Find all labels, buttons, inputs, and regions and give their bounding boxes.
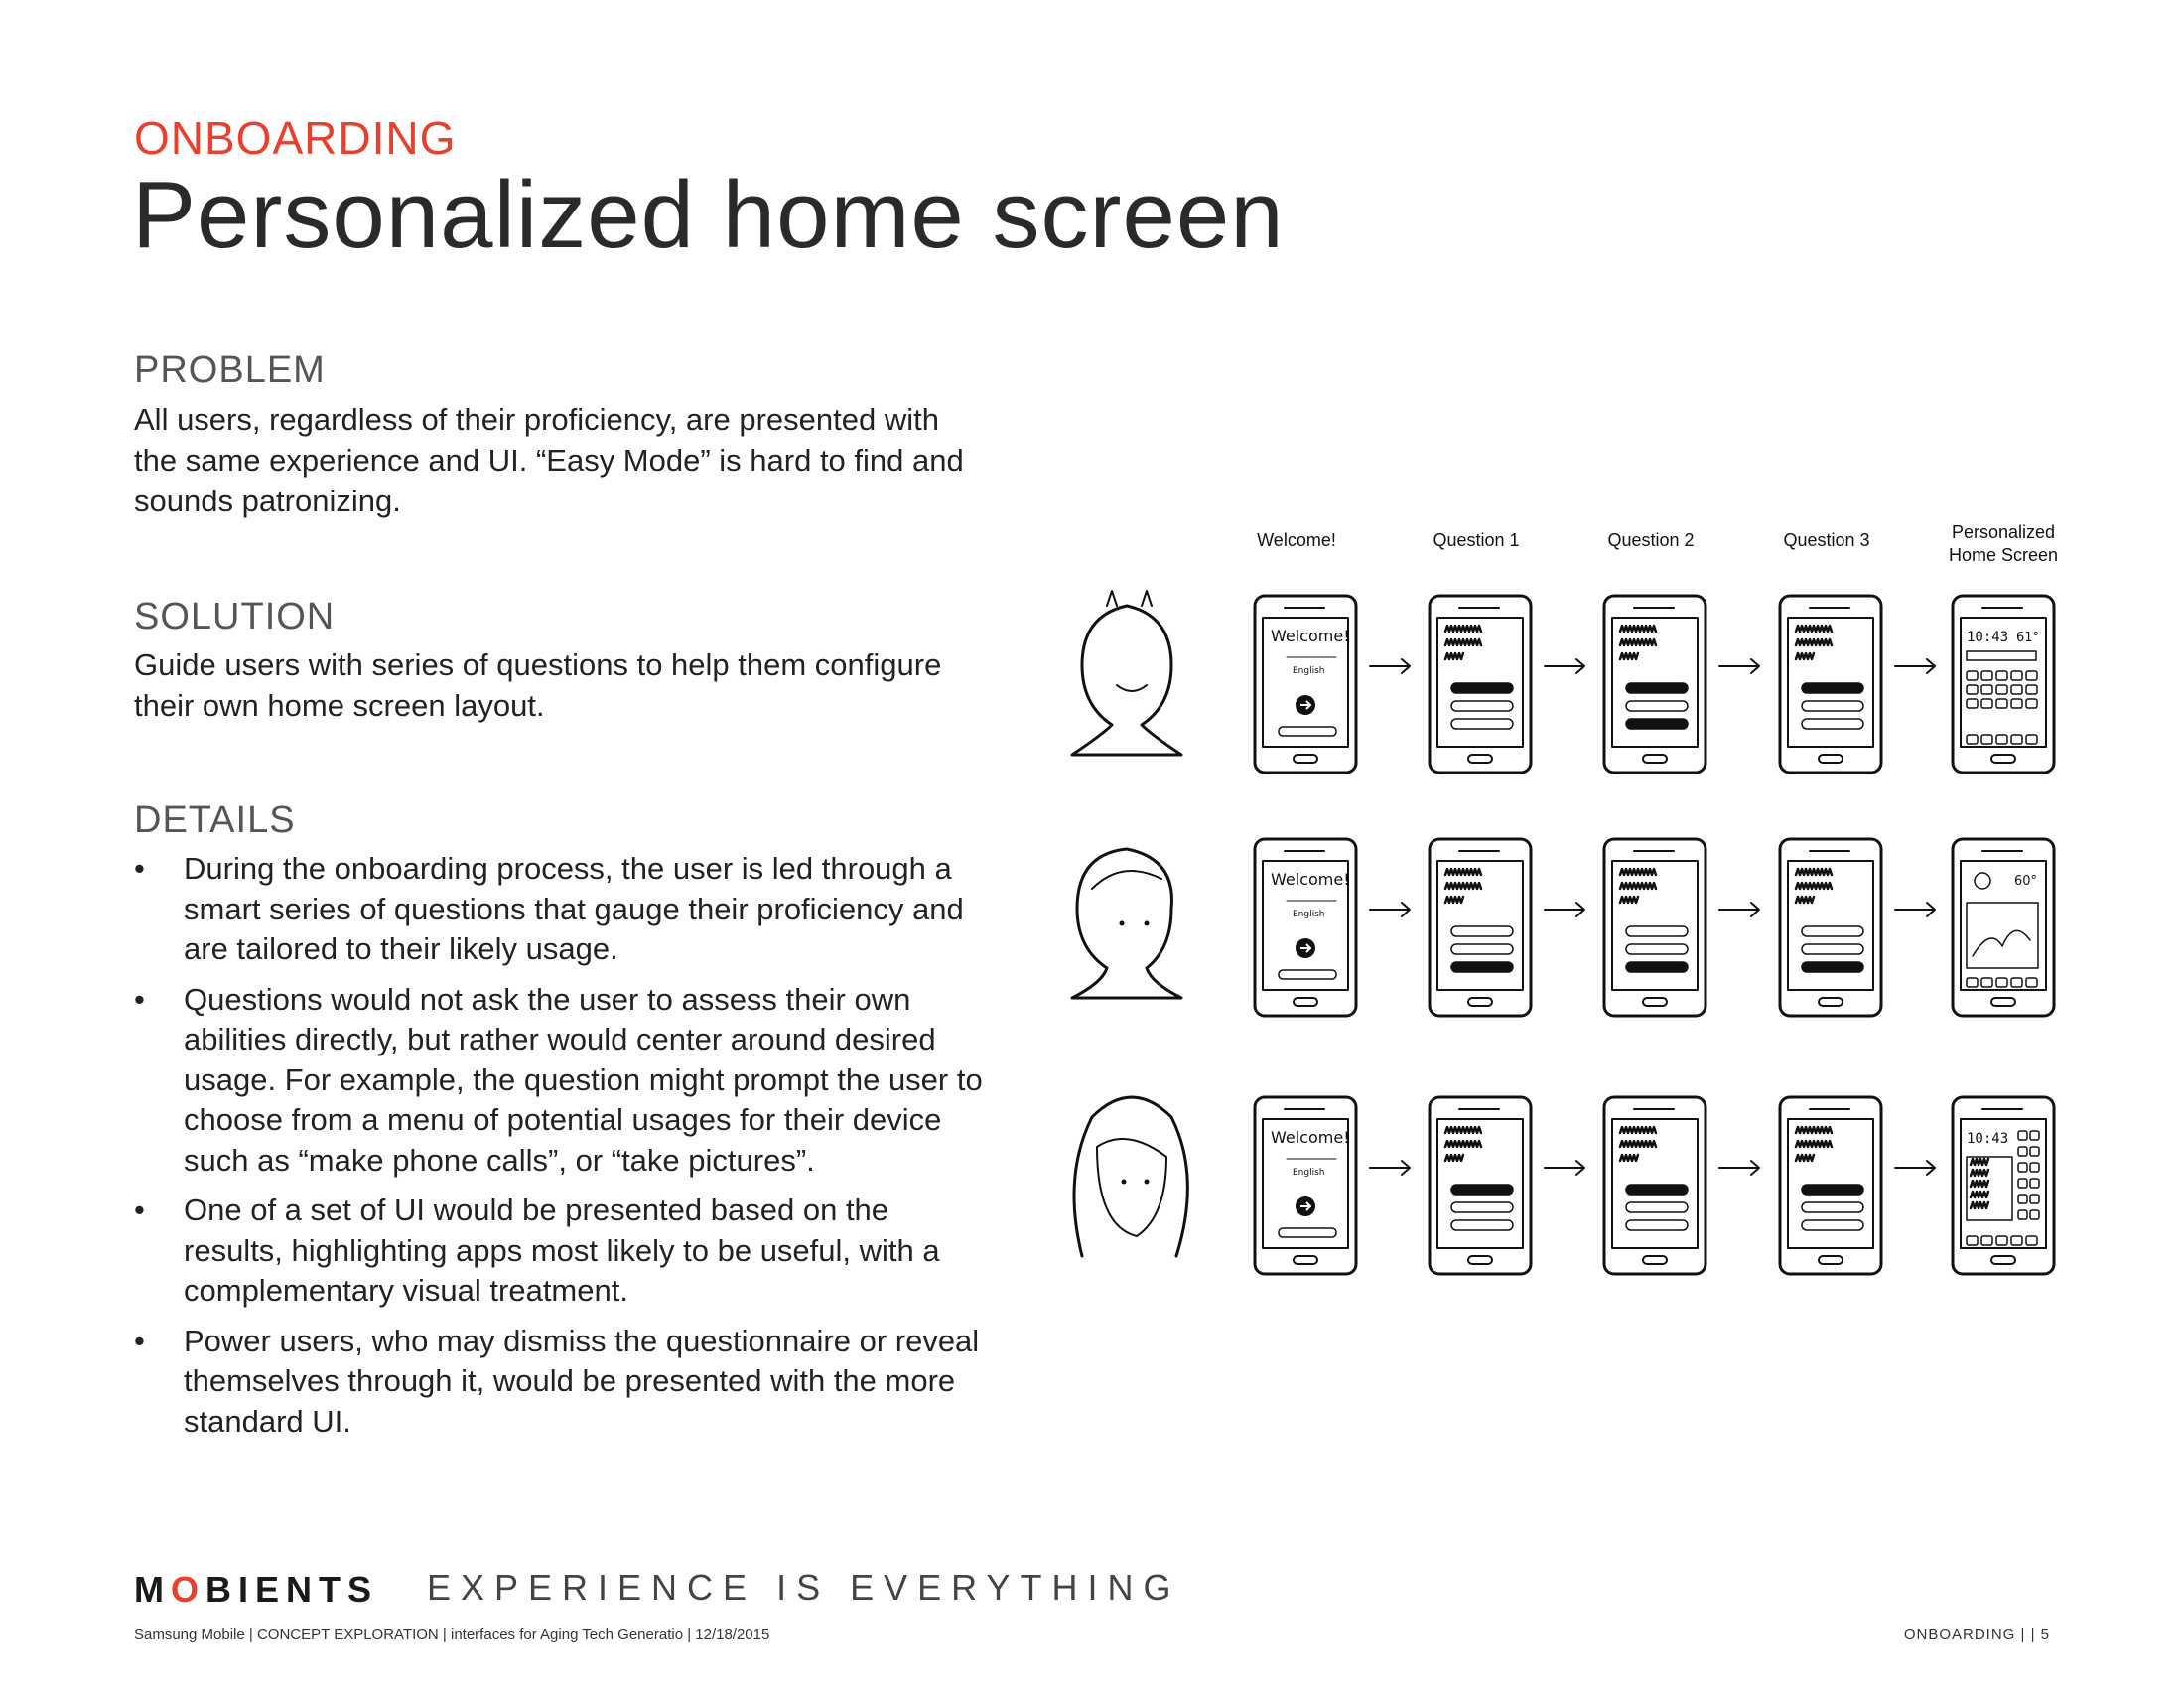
scribble-text (1971, 1202, 1988, 1208)
app-icon (2018, 1147, 2027, 1156)
phone-screen (1788, 618, 1873, 747)
answer-option (1626, 944, 1688, 954)
dock-icon (1967, 978, 1978, 987)
welcome-title: Welcome! (1271, 627, 1350, 645)
flow-arrow (1895, 659, 1935, 673)
dock-icon (2026, 1236, 2037, 1245)
clock-text: 10:43 (1967, 1131, 2009, 1147)
weather-text: 60° (2014, 874, 2038, 889)
flow-arrow (1370, 1161, 1410, 1175)
phone-sketch (1953, 1097, 2054, 1274)
scribble-text (1445, 897, 1463, 903)
app-icon (2018, 1163, 2027, 1172)
answer-option (1802, 944, 1863, 954)
app-icon (1981, 685, 1992, 694)
scribble-text (1620, 626, 1656, 632)
page-title: Personalized home screen (132, 162, 1285, 268)
eye (1145, 1180, 1150, 1185)
answer-option (1626, 1185, 1688, 1195)
flow-arrow (1719, 1161, 1759, 1175)
answer-option (1451, 1185, 1513, 1195)
app-icon (2030, 1131, 2039, 1140)
details-item (134, 849, 988, 970)
home-button (1819, 755, 1843, 763)
app-icon (1996, 699, 2007, 708)
user-face-sketch (1072, 849, 1181, 998)
details-item (134, 980, 988, 1182)
app-icon (2011, 699, 2022, 708)
label-question-3: Question 3 (1783, 530, 1870, 550)
app-icon (2018, 1131, 2027, 1140)
mobients-logo: MOBIENTS (134, 1569, 379, 1610)
answer-option (1626, 1220, 1688, 1230)
bullet: • (134, 1323, 145, 1358)
list-widget (1967, 1157, 2012, 1220)
eye (1122, 1180, 1127, 1185)
answer-option (1451, 1220, 1513, 1230)
dock-icon (1967, 1236, 1978, 1245)
answer-option (1626, 962, 1688, 972)
answer-option (1626, 719, 1688, 729)
label-question-2: Question 2 (1607, 530, 1695, 550)
label-home-screen: Home Screen (1948, 545, 2059, 565)
home-button (1294, 755, 1317, 763)
home-button (1643, 1256, 1667, 1264)
user-face-sketch (1074, 1097, 1187, 1256)
app-icon (1967, 699, 1978, 708)
language-label: English (1293, 910, 1325, 919)
dock-icon (2011, 1236, 2022, 1245)
scribble-text (1620, 1155, 1638, 1161)
details-item-text: During the onboarding process, the user is led through a smart series of questions that gauge their proficiency and are tailored to their likely usage. (184, 851, 964, 966)
welcome-title: Welcome! (1271, 1128, 1350, 1147)
app-icon (1967, 685, 1978, 694)
footer-page: ONBOARDING | | 5 (1903, 1626, 2050, 1643)
scribble-text (1445, 639, 1481, 645)
scribble-text (1796, 869, 1832, 875)
flow-arrow (1895, 1161, 1935, 1175)
home-button (1991, 755, 2015, 763)
scribble-text (1620, 897, 1638, 903)
language-label: English (1293, 666, 1325, 676)
phone-sketch (1780, 839, 1881, 1016)
eye (1145, 921, 1150, 926)
problem-text: All users, regardless of their proficiency, are presented with the same experience and UI. “Easy Mode” is hard to find and sounds patronizing. (134, 402, 964, 518)
app-icon (2030, 1179, 2039, 1188)
flow-arrow (1545, 903, 1584, 916)
scribble-text (1445, 653, 1463, 659)
problem-heading: PROBLEM (134, 350, 326, 391)
photo-sketch (1973, 930, 2030, 956)
user-face-sketch (1072, 591, 1181, 755)
answer-option (1626, 701, 1688, 711)
answer-option (1802, 1220, 1863, 1230)
smile (1117, 685, 1147, 691)
home-button (1991, 1256, 2015, 1264)
app-icon (2011, 685, 2022, 694)
app-icon (2026, 685, 2037, 694)
solution-text: Guide users with series of questions to help them configure their own home screen layout. (134, 647, 942, 723)
scribble-text (1445, 626, 1481, 632)
answer-option (1802, 926, 1863, 936)
flow-arrow (1370, 659, 1410, 673)
scribble-text (1796, 1155, 1814, 1161)
flow-arrow (1719, 659, 1759, 673)
app-icon (2011, 671, 2022, 680)
app-icon (1981, 671, 1992, 680)
scribble-text (1796, 883, 1832, 889)
scribble-text (1971, 1159, 1988, 1165)
details-item-text: Power users, who may dismiss the questionnaire or reveal themselves through it, would be presented with the more standard UI. (184, 1323, 980, 1439)
scribble-text (1445, 1155, 1463, 1161)
answer-option (1626, 1202, 1688, 1212)
home-button (1643, 998, 1667, 1006)
face-outline (1097, 1139, 1166, 1236)
accessibility-button (1279, 727, 1336, 736)
home-button (1819, 1256, 1843, 1264)
answer-option (1451, 926, 1513, 936)
scribble-text (1796, 653, 1814, 659)
answer-option (1451, 683, 1513, 693)
scribble-text (1620, 639, 1656, 645)
weather-text: 61° (2016, 631, 2040, 645)
dock-icon (2026, 735, 2037, 744)
dock-icon (2011, 978, 2022, 987)
dock-icon (1996, 735, 2007, 744)
phone-sketch (1780, 1097, 1881, 1274)
clock-text: 10:43 (1967, 630, 2009, 645)
flow-arrow (1545, 1161, 1584, 1175)
app-icon (1967, 671, 1978, 680)
scribble-text (1620, 1127, 1656, 1133)
app-icon (2018, 1210, 2027, 1219)
phone-sketch (1953, 839, 2054, 1016)
details-item (134, 1322, 988, 1443)
app-icon (1981, 699, 1992, 708)
column-labels (1257, 522, 2058, 565)
answer-option (1451, 1202, 1513, 1212)
scribble-text (1445, 883, 1481, 889)
app-icon (2018, 1195, 2027, 1203)
phone-sketch (1430, 839, 1531, 1016)
answer-option (1451, 944, 1513, 954)
welcome-title: Welcome! (1271, 870, 1350, 889)
answer-option (1626, 926, 1688, 936)
scribble-text (1971, 1170, 1988, 1176)
app-icon (2026, 699, 2037, 708)
phone-sketch (1604, 1097, 1706, 1274)
details-heading: DETAILS (134, 799, 296, 841)
dock-icon (2026, 978, 2037, 987)
scribble-text (1796, 897, 1814, 903)
app-icon (2030, 1147, 2039, 1156)
label-question-1: Question 1 (1433, 530, 1520, 550)
home-button (1294, 1256, 1317, 1264)
phone-sketch (1255, 839, 1356, 1016)
face-outline (1072, 606, 1181, 755)
home-button (1468, 755, 1492, 763)
home-button (1468, 998, 1492, 1006)
flow-rows (1072, 591, 2054, 1274)
scribble-text (1620, 869, 1656, 875)
scribble-text (1796, 1141, 1832, 1147)
phone-sketch (1430, 1097, 1531, 1274)
phone-sketch (1604, 839, 1706, 1016)
flow-arrow (1545, 659, 1584, 673)
section-label: ONBOARDING (134, 112, 457, 164)
phone-sketch (1430, 596, 1531, 773)
flow-arrow (1719, 903, 1759, 916)
onboarding-flow-diagram (1052, 516, 2085, 1291)
scribble-text (1445, 869, 1481, 875)
scribble-text (1445, 1127, 1481, 1133)
flow-arrow (1370, 903, 1410, 916)
bullet: • (134, 1193, 145, 1227)
phone-sketch (1604, 596, 1706, 773)
app-icon (2018, 1179, 2027, 1188)
scribble-text (1796, 639, 1832, 645)
eye (1120, 921, 1125, 926)
scribble-text (1796, 626, 1832, 632)
flow-arrow (1895, 903, 1935, 916)
app-icon (2030, 1195, 2039, 1203)
phone-screen (1788, 1119, 1873, 1248)
answer-option (1802, 1202, 1863, 1212)
answer-option (1802, 701, 1863, 711)
dock-icon (1981, 1236, 1992, 1245)
dock-icon (1967, 735, 1978, 744)
home-button (1643, 755, 1667, 763)
bullet: • (134, 851, 145, 886)
dock-icon (1996, 978, 2007, 987)
phone-sketch (1255, 1097, 1356, 1274)
phone-screen (1437, 1119, 1523, 1248)
app-icon (2026, 671, 2037, 680)
details-item-text: Questions would not ask the user to assess their own abilities directly, but rather would center around desired usage. For example, the question might prompt the user to choose from a menu of potential usages for their device such as “make phone calls”, or “take pictures”. (184, 981, 983, 1178)
scribble-text (1796, 1127, 1832, 1133)
dock-icon (1981, 978, 1992, 987)
answer-option (1451, 962, 1513, 972)
app-icon (2030, 1210, 2039, 1219)
app-icon (1996, 671, 2007, 680)
home-button (1819, 998, 1843, 1006)
accessibility-button (1279, 970, 1336, 979)
phone-sketch (1255, 596, 1356, 773)
label-personalized: Personalized (1951, 522, 2056, 542)
answer-option (1451, 701, 1513, 711)
answer-option (1802, 1185, 1863, 1195)
phone-screen (1437, 618, 1523, 747)
dock-icon (1981, 735, 1992, 744)
hair-outline (1074, 1097, 1187, 1256)
bullet: • (134, 981, 145, 1017)
details-item (134, 1191, 988, 1312)
phone-sketch (1953, 596, 2054, 773)
answer-option (1802, 962, 1863, 972)
phone-sketch (1780, 596, 1881, 773)
answer-option (1626, 683, 1688, 693)
app-icon (1996, 685, 2007, 694)
search-bar (1967, 651, 2036, 660)
language-label: English (1293, 1168, 1325, 1178)
scribble-text (1620, 1141, 1656, 1147)
hair (1107, 591, 1152, 606)
sun-icon (1975, 873, 1990, 889)
home-button (1468, 1256, 1492, 1264)
answer-option (1451, 719, 1513, 729)
app-icon (2030, 1163, 2039, 1172)
tagline: EXPERIENCE IS EVERYTHING (427, 1567, 1181, 1608)
scribble-text (1620, 883, 1656, 889)
home-button (1991, 998, 2015, 1006)
solution-heading: SOLUTION (134, 596, 336, 637)
footer-meta: Samsung Mobile | CONCEPT EXPLORATION | interfaces for Aging Tech Generatio | 12/18/2015 (134, 1626, 770, 1643)
hair (1092, 871, 1161, 889)
scribble-text (1971, 1192, 1988, 1197)
details-item-text: One of a set of UI would be presented based on the results, highlighting apps most likely to be useful, with a complementary visual treatment. (184, 1193, 940, 1308)
details-list (134, 849, 988, 1452)
scribble-text (1971, 1181, 1988, 1187)
dock-icon (2011, 735, 2022, 744)
answer-option (1802, 719, 1863, 729)
phone-screen (1612, 1119, 1698, 1248)
photo-widget (1967, 903, 2038, 968)
answer-option (1802, 683, 1863, 693)
dock-icon (1996, 1236, 2007, 1245)
home-button (1294, 998, 1317, 1006)
scribble-text (1445, 1141, 1481, 1147)
accessibility-button (1279, 1228, 1336, 1237)
scribble-text (1620, 653, 1638, 659)
label-welcome: Welcome! (1257, 530, 1336, 550)
